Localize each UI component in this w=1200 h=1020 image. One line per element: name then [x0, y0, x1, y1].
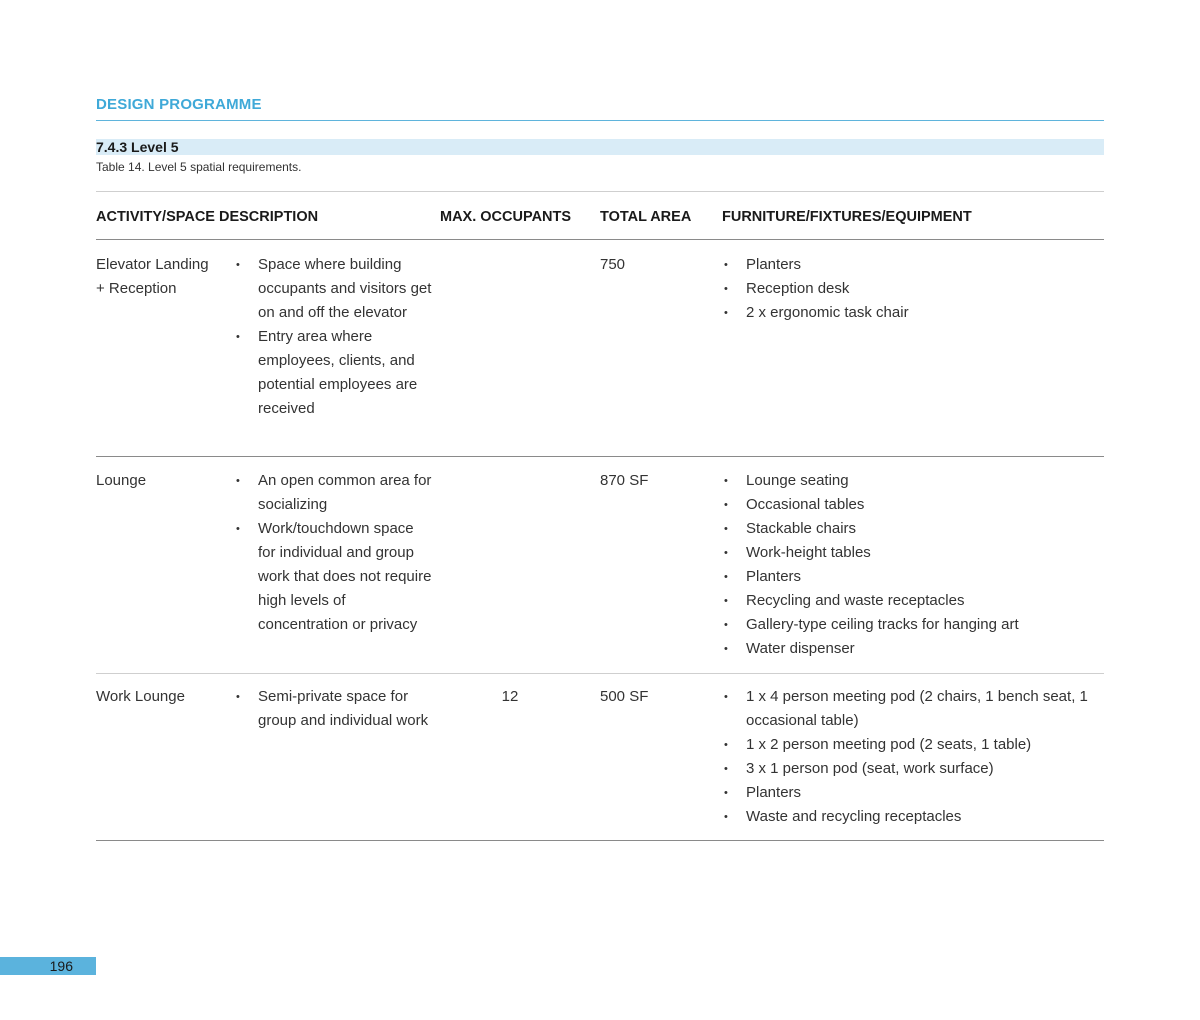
- furniture-cell: [722, 685, 1104, 829]
- furniture-item: • Water dispenser: [722, 637, 1104, 661]
- furniture-item: • Gallery-type ceiling tracks for hanging art: [722, 613, 1104, 637]
- row-divider: [96, 673, 1104, 674]
- description-item: • Semi-private space for group and individual work: [234, 685, 434, 733]
- furniture-item: • Work-height tables: [722, 541, 1104, 565]
- description-item: • Entry area where employees, clients, and potential employees are received: [234, 325, 434, 421]
- area-cell: 870 SF: [600, 472, 649, 489]
- header-occupants: MAX. OCCUPANTS: [440, 209, 572, 225]
- activity-name: Work Lounge: [96, 688, 185, 705]
- description-cell: [234, 685, 434, 733]
- furniture-cell: [722, 469, 1104, 661]
- area-cell: 750: [600, 256, 626, 273]
- furniture-item: • Recycling and waste receptacles: [722, 589, 1104, 613]
- subsection-highlight: [96, 139, 1104, 155]
- description-item: • Space where building occupants and visitors get on and off the elevator: [234, 253, 434, 325]
- description-cell: [234, 253, 434, 421]
- furniture-item: • Planters: [722, 253, 1104, 277]
- header-area: TOTAL AREA: [600, 209, 692, 225]
- furniture-item: • Waste and recycling receptacles: [722, 805, 1104, 829]
- subsection-title: 7.4.3 Level 5: [96, 139, 179, 155]
- furniture-item: • Planters: [722, 565, 1104, 589]
- header-activity: ACTIVITY/SPACE DESCRIPTION: [96, 209, 319, 225]
- furniture-cell: [722, 253, 1104, 325]
- activity-name: Elevator Landing: [96, 256, 209, 273]
- table-bottom-rule: [96, 840, 1104, 841]
- activity-name-continued: + Reception: [96, 280, 177, 297]
- furniture-item: • 1 x 4 person meeting pod (2 chairs, 1 bench seat, 1 occasional table): [722, 685, 1104, 733]
- furniture-item: • 3 x 1 person pod (seat, work surface): [722, 757, 1104, 781]
- activity-name: Lounge: [96, 472, 147, 489]
- header-furniture: FURNITURE/FIXTURES/EQUIPMENT: [722, 209, 972, 225]
- section-header: DESIGN PROGRAMME: [96, 96, 262, 113]
- activity-cell: [96, 685, 231, 709]
- header-divider: [96, 120, 1104, 121]
- table-caption: Table 14. Level 5 spatial requirements.: [96, 160, 302, 174]
- furniture-item: • 1 x 2 person meeting pod (2 seats, 1 table): [722, 733, 1104, 757]
- table-top-rule: [96, 191, 1104, 192]
- row-divider: [96, 456, 1104, 457]
- furniture-item: • Lounge seating: [722, 469, 1104, 493]
- furniture-item: • Reception desk: [722, 277, 1104, 301]
- activity-cell: [96, 469, 231, 493]
- furniture-item: • 2 x ergonomic task chair: [722, 301, 1104, 325]
- description-item: • An open common area for socializing: [234, 469, 434, 517]
- page-number: 196: [49, 958, 73, 974]
- description-cell: [234, 469, 434, 637]
- activity-cell: [96, 253, 231, 301]
- header-bottom-rule: [96, 239, 1104, 240]
- occupants-cell: 12: [501, 688, 519, 705]
- furniture-item: • Occasional tables: [722, 493, 1104, 517]
- furniture-item: • Planters: [722, 781, 1104, 805]
- description-item: • Work/touchdown space for individual and group work that does not require high levels of concentration or privacy: [234, 517, 434, 637]
- furniture-item: • Stackable chairs: [722, 517, 1104, 541]
- area-cell: 500 SF: [600, 688, 649, 705]
